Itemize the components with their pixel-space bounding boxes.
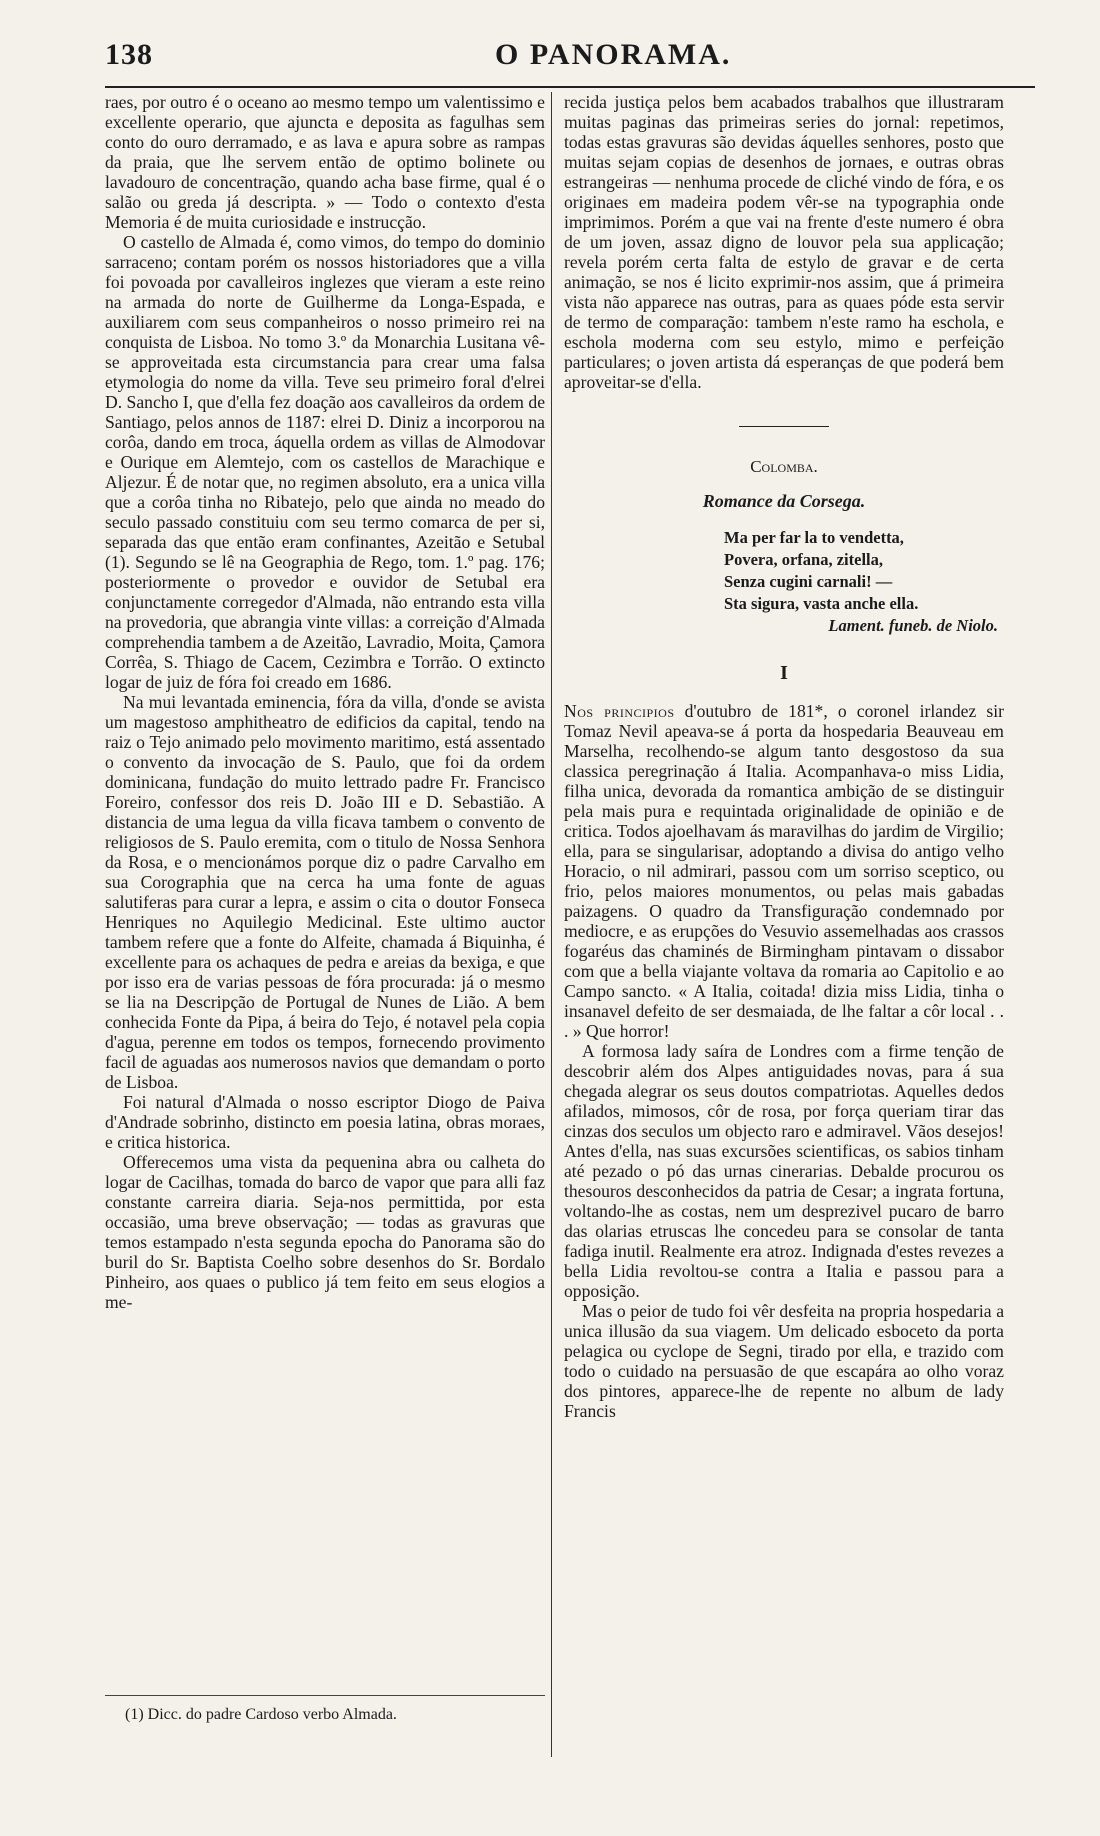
paragraph: O castello de Almada é, como vimos, do tempo do dominio sarraceno; contam porém os nossos historiadores que a villa foi povoada por cavalleiros inglezes que vieram a este reino na armada do norte de Guilherme da Longa-Espada, e auxiliarem com seus companheiros o nosso primeiro rei na conquista de Lisboa. No tomo 3.º da Monarchia Lusitana vê-se approveitada esta circumstancia para crear uma falsa etymologia do nome da villa. Teve seu primeiro foral d'elrei D. Sancho I, que d'ella fez doação aos cavalleiros da ordem de Santiago, pelos annos de 1187: elrei D. Diniz a incorporou na corôa, dando em troca, áquella ordem as villas de Almodovar e Ourique em Alemtejo, com os castellos de Marachique e Aljezur. É de notar que, no regimen absoluto, era a unica villa que a corôa tinha no Ribatejo, pelo que ainda no meado do seculo passado constituiu com seu termo comarca de per si, separada das que então eram confinantes, Azeitão e Setubal (1). Segundo se lê na Geographia de Rego, tom. 1.º pag. 176; posteriormente o provedor e ouvidor de Setubal era conjunctamente corregedor d'Almada, não entrando esta villa na provedoria, que abrangia vinte villas: a correição d'Almada comprehendia tambem a de Azeitão, Lavradio, Moita, Çamora Corrêa, S. Thiago de Cacem, Cezimbra e Torrão. O extincto logar de juiz de fóra foi creado em 1686.	[105, 232, 545, 692]
story-title: Colomba.	[750, 457, 818, 476]
chapter-number: I	[780, 662, 788, 684]
paragraph	[564, 701, 1004, 1041]
column-separator	[551, 92, 552, 1757]
right-column	[564, 92, 1004, 1421]
paragraph: Mas o peior de tudo foi vêr desfeita na propria hospedaria a unica illusão da sua viagem. Um delicado esboceto da porta pelagica ou cyclope de Segni, tirado por ella, e trazido com todo o cuidado na persuasão de que escapára ao olho voraz dos pintores, apparece-lhe de repente no album de lady Francis	[564, 1301, 1004, 1421]
left-column	[105, 92, 545, 1312]
page-header	[105, 38, 1035, 78]
paragraph: raes, por outro é o oceano ao mesmo tempo um valentissimo e excellente operario, que ajuncta e deposita as fagulhas sem conto do ouro derramado, e as lava e apura sobre as rampas da praia, que lhe servem então de optimo bolinete ou lavadouro de concentração, quando acha base firme, qual é o salão ou greda já descripta. » — Todo o contexto d'esta Memoria é de muita curiosidade e instrucção.	[105, 92, 545, 232]
paragraph: A formosa lady saíra de Londres com a firme tenção de descobrir além dos Alpes antiguidades novas, para á sua chegada alegrar os seus doutos compatriotas. Aquelles dedos afilados, mimosos, côr de rosa, por força queriam tirar das cinzas dos seculos um objecto raro e admiravel. Vãos desejos! Antes d'ella, nas suas excursões scientificas, os sabios tinham até pezado o pó das urnas cinerarias. Debalde procurou os thesouros desconhecidos da patria de Cesar; a ingrata fortuna, voltando-lhe as costas, nem um desprezivel pucaro de barro das olarias etruscas lhe concedeu para se consolar de tanta fadiga inutil. Realmente era atroz. Indignada d'estes revezes a bella Lidia revoltou-se contra a Italia e passou para a opposição.	[564, 1041, 1004, 1301]
story-subtitle: Romance da Corsega.	[702, 491, 866, 511]
paragraph-text: d'outubro de 181*, o coronel irlandez sir Tomaz Nevil apeava-se á porta da hospedaria Beauveau em Marselha, recolhendo-se algum tanto desgostoso da sua classica peregrinação á Italia. Acompanhava-o miss Lidia, filha unica, devorada da romantica ambição de se distinguir pela mais pura e requintada originalidade de opinião e de critica. Todos ajoelhavam ás maravilhas do jardim de Virgilio; ella, para se singularisar, adoptando a divisa do antigo velho Horacio, o nil admirari, passou com um sorriso sceptico, ou frio, pelos maiores monumentos, ou pelas mais gabadas paizagens. O quadro da Transfiguração condemnado por mediocre, e as erupções do Vesuvio assemelhadas aos crassos fogaréus das chaminés de Birmingham pintavam o dissabor com que a bella viajante voltava da romaria ao Capitolio e ao Campo sancto. « A Italia, coitada! dizia miss Lidia, tinha o insanavel defeito de ser desmaiada, de lhe faltar a côr local . . . » Que horror!	[564, 701, 1005, 1041]
epigraph-line: Ma per far la to vendetta,	[724, 528, 904, 547]
paragraph: Foi natural d'Almada o nosso escriptor Diogo de Paiva d'Andrade sobrinho, distincto em poesia latina, obras moraes, e critica historica.	[105, 1092, 545, 1152]
story-first-words: Nos principios	[564, 701, 675, 721]
footnote: (1) Dicc. do padre Cardoso verbo Almada.	[125, 1706, 397, 1723]
page-number: 138	[105, 38, 153, 71]
journal-title: O PANORAMA.	[495, 38, 732, 71]
epigraph-line: Povera, orfana, zitella,	[724, 550, 883, 569]
paragraph: Offerecemos uma vista da pequenina abra ou calheta do logar de Cacilhas, tomada do barco de vapor que para alli faz constante carreira diaria. Seja-nos permittida, por esta occasião, uma breve observação; — todas as gravuras que temos estampado n'esta segunda epocha do Panorama são do buril do Sr. Baptista Coelho sobre desenhos do Sr. Bordalo Pinheiro, aos quaes o publico já tem feito em seus elogios a me-	[105, 1152, 545, 1312]
header-rule	[105, 86, 1035, 88]
footnote-rule	[105, 1695, 545, 1696]
epigraph-line: Senza cugini carnali! —	[724, 572, 893, 591]
section-divider	[739, 426, 829, 427]
paragraph: recida justiça pelos bem acabados trabalhos que illustraram muitas paginas das primeiras series do jornal: repetimos, todas estas gravuras são devidas áquelles senhores, posto que muitas sejam copias de desenhos de jornaes, e outras obras estrangeiras — nenhuma procede de cliché vindo de fóra, e os originaes em madeira podem vêr-se na typographia onde imprimimos. Porém a que vai na frente d'este numero é obra de um joven, assaz digno de louvor pela sua applicação; revela porém certa falta de estylo de gravar e de certa animação, se nos é licito exprimir-nos assim, que á primeira vista não apparece nas outras, para as quaes póde esta servir de termo de comparação: tambem n'este ramo ha eschola, e eschola moderna com seu estylo, mimo e perfeição particulares; o joven artista dá esperanças de que poderá bem aproveitar-se d'ella.	[564, 92, 1004, 392]
epigraph-citation: Lament. funeb. de Niolo.	[828, 616, 998, 635]
epigraph-line: Sta sigura, vasta anche ella.	[724, 594, 919, 613]
epigraph	[724, 527, 1004, 637]
paragraph: Na mui levantada eminencia, fóra da villa, d'onde se avista um magestoso amphitheatro de edificios da capital, tendo na raiz o Tejo animado pelo movimento maritimo, está assentado o convento da invocação de S. Paulo, que foi da ordem dominicana, fundação do muito lettrado padre Fr. Francisco Foreiro, confessor dos reis D. João III e D. Sebastião. A distancia de uma legua da villa ficava tambem o convento de religiosos de S. Paulo eremita, com o titulo de Nossa Senhora da Rosa, e o mencionámos porque diz o padre Carvalho em sua Corographia que na cerca ha uma fonte de aguas salutiferas para curar a lepra, e assim o cita o doutor Fonseca Henriques no Aquilegio Medicinal. Este ultimo auctor tambem refere que a fonte do Alfeite, chamada á Biquinha, é excellente para os achaques de pedra e areias da bexiga, e que por isso era de varias pessoas de fóra procurada: já o mesmo se lia na Descripção de Portugal de Nunes de Lião. A bem conhecida Fonte da Pipa, á beira do Tejo, é notavel pela copia d'agua, perenne em todos os tempos, fornecendo provimento facil de aguadas aos numerosos navios que demandam o porto de Lisboa.	[105, 692, 545, 1092]
